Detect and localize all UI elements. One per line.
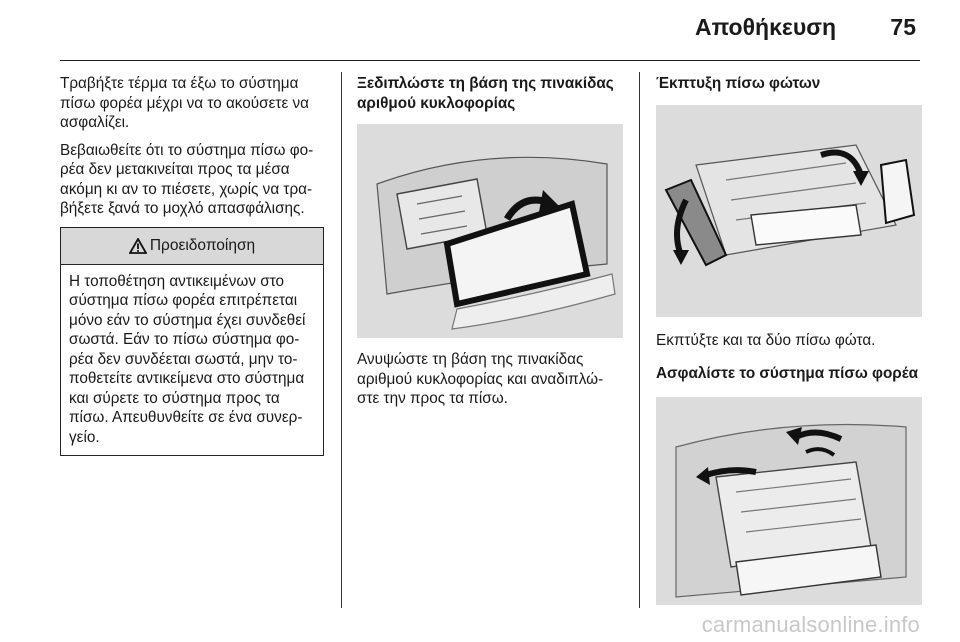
figure-plate-holder xyxy=(357,124,623,338)
section-heading-rear-lights: Έκπτυξη πίσω φώτων xyxy=(656,75,821,92)
page-number: 75 xyxy=(890,14,916,40)
section-heading-lock-carrier: Ασφαλίστε το σύστημα πίσω φορέα xyxy=(656,365,919,382)
header-rule xyxy=(60,60,920,61)
section-heading-plate-holder: Ξεδιπλώστε τη βάση της πινακίδας αριθμού κυκλοφορίας xyxy=(357,75,614,112)
column-3 xyxy=(656,74,922,605)
column-2 xyxy=(357,74,623,417)
paragraph-check-locked: Βεβαιωθείτε ότι το σύστημα πίσω φο- ρέα δεν μετακινείται προς τα μέσα ακόμη κι αν το πιέσετε, χωρίς να τρα- βήξετε ξανά το μοχλό απασφάλισης. xyxy=(60,141,314,217)
paragraph-pull-out: Τραβήξτε τέρμα τα έξω το σύστημα πίσω φορέα μέχρι να το ακούσετε να ασφαλίζει. xyxy=(60,75,310,131)
figure-lock-carrier xyxy=(656,397,922,605)
warning-text: Η τοποθέτηση αντικειμένων στο σύστημα πίσω φορέα επιτρέπεται μόνο εάν το σύστημα έχει συνδεθεί σωστά. Εάν το πίσω σύστημα φο- ρέα δεν συνδέεται σωστά, μην το- ποθετείτε αντικείμενα στο σύστημα και σύρετε το σύστημα προς τα πίσω. Απευθυνθείτε σε ένα συνερ- γείο. xyxy=(69,272,306,446)
warning-title: Προειδοποίηση xyxy=(149,236,256,254)
warning-triangle-icon xyxy=(129,238,147,254)
caption-plate-holder: Ανυψώστε τη βάση της πινακίδας αριθμού κυκλοφορίας και αναδιπλώ- στε την προς τα πίσω. xyxy=(357,351,604,407)
figure-rear-lights xyxy=(656,105,922,317)
caption-rear-lights: Εκπτύξτε και τα δύο πίσω φώτα. xyxy=(656,331,876,349)
column-1 xyxy=(60,74,328,456)
watermark: carmanualsonline.info xyxy=(701,612,920,637)
warning-box xyxy=(60,227,324,457)
page-title: Αποθήκευση xyxy=(694,14,836,40)
column-divider-2 xyxy=(639,72,640,608)
warning-header xyxy=(61,228,323,265)
column-divider-1 xyxy=(341,72,342,608)
